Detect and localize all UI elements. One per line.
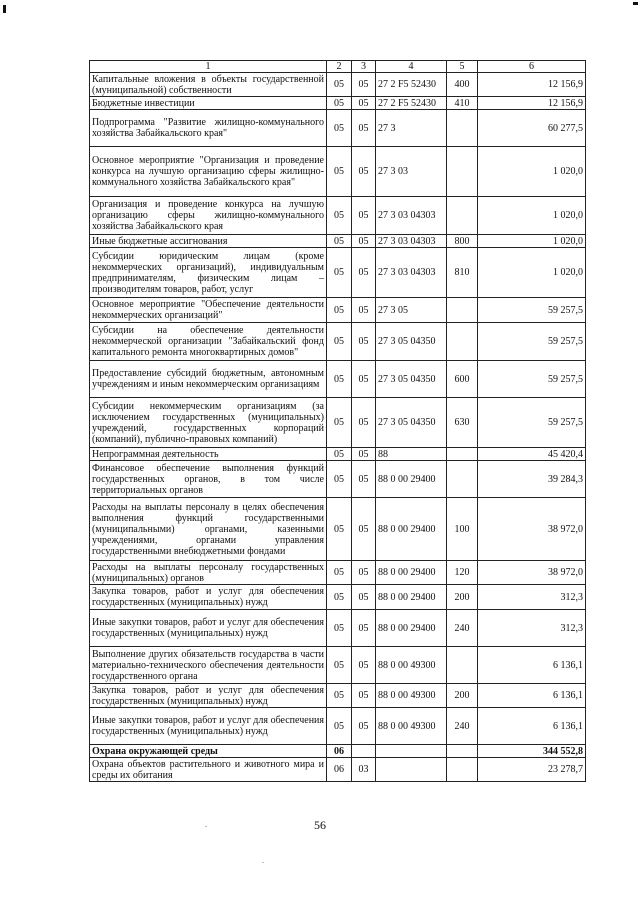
expense-type-cell	[447, 147, 478, 197]
row-name-cell: Закупка товаров, работ и услуг для обеспечения государственных (муниципальных) нужд	[90, 684, 327, 708]
subsection-code-cell: 03	[352, 758, 376, 782]
target-article-cell: 27 3 03 04303	[376, 235, 447, 248]
expense-type-cell: 600	[447, 361, 478, 398]
section-code-cell: 05	[327, 361, 352, 398]
subsection-code-cell: 05	[352, 448, 376, 461]
subsection-code-cell: 05	[352, 585, 376, 610]
section-code-cell: 05	[327, 323, 352, 361]
amount-cell: 1 020,0	[478, 248, 586, 298]
target-article-cell: 27 3 05 04350	[376, 398, 447, 448]
amount-cell: 59 257,5	[478, 398, 586, 448]
target-article-cell: 27 3 03 04303	[376, 197, 447, 235]
expense-type-cell	[447, 647, 478, 684]
amount-cell: 39 284,3	[478, 461, 586, 498]
expense-type-cell	[447, 197, 478, 235]
section-code-cell: 05	[327, 647, 352, 684]
expense-type-cell	[447, 298, 478, 323]
row-name-cell: Бюджетные инвестиции	[90, 97, 327, 110]
table-row	[90, 235, 586, 248]
section-code-cell: 05	[327, 298, 352, 323]
section-code-cell: 05	[327, 147, 352, 197]
section-code-cell: 05	[327, 235, 352, 248]
amount-cell: 59 257,5	[478, 323, 586, 361]
subsection-code-cell: 05	[352, 147, 376, 197]
scan-corner-mark	[3, 5, 6, 13]
subsection-code-cell: 05	[352, 398, 376, 448]
scan-speck	[205, 826, 207, 827]
target-article-cell: 27 2 F5 52430	[376, 73, 447, 97]
row-name-cell: Иные закупки товаров, работ и услуг для обеспечения государственных (муниципальных) нужд	[90, 610, 327, 647]
row-name-cell: Организация и проведение конкурса на лучшую организацию сферы жилищно-коммунального хозяйства Забайкальского края	[90, 197, 327, 235]
subsection-code-cell: 05	[352, 197, 376, 235]
row-name-cell: Финансовое обеспечение выполнения функций государственных органов, в том числе территориальных органов	[90, 461, 327, 498]
subsection-code-cell: 05	[352, 684, 376, 708]
amount-cell: 6 136,1	[478, 708, 586, 745]
amount-cell: 1 020,0	[478, 147, 586, 197]
target-article-cell: 27 3	[376, 110, 447, 147]
target-article-cell: 27 3 05 04350	[376, 361, 447, 398]
row-name-cell: Иные бюджетные ассигнования	[90, 235, 327, 248]
row-name-cell: Субсидии юридическим лицам (кроме некоммерческих организаций), индивидуальным предпринимателям, физическим лицам – производителям товаров, работ, услуг	[90, 248, 327, 298]
row-name-cell: Закупка товаров, работ и услуг для обеспечения государственных (муниципальных) нужд	[90, 585, 327, 610]
expense-type-cell: 100	[447, 498, 478, 561]
header-cell: 2	[327, 61, 352, 73]
expense-type-cell: 410	[447, 97, 478, 110]
target-article-cell: 88 0 00 49300	[376, 708, 447, 745]
row-name-cell: Основное мероприятие "Организация и проведение конкурса на лучшую организацию сферы жилищно-коммунального хозяйства Забайкальского края"	[90, 147, 327, 197]
header-cell: 3	[352, 61, 376, 73]
row-name-cell: Подпрограмма "Развитие жилищно-коммунального хозяйства Забайкальского края"	[90, 110, 327, 147]
subsection-code-cell: 05	[352, 248, 376, 298]
subsection-code-cell: 05	[352, 461, 376, 498]
target-article-cell: 88 0 00 29400	[376, 498, 447, 561]
scan-edge-mark	[633, 2, 638, 5]
subsection-code-cell	[352, 745, 376, 758]
amount-cell: 344 552,8	[478, 745, 586, 758]
amount-cell: 12 156,9	[478, 73, 586, 97]
page-number: 56	[314, 818, 326, 832]
target-article-cell: 88 0 00 49300	[376, 684, 447, 708]
section-code-cell: 06	[327, 758, 352, 782]
table-row	[90, 110, 586, 147]
section-code-cell: 05	[327, 561, 352, 585]
scan-speck	[262, 862, 264, 863]
section-code-cell: 05	[327, 461, 352, 498]
expense-type-cell: 240	[447, 708, 478, 745]
subsection-code-cell: 05	[352, 110, 376, 147]
table-row	[90, 745, 586, 758]
subsection-code-cell: 05	[352, 498, 376, 561]
expense-type-cell: 800	[447, 235, 478, 248]
expense-type-cell	[447, 448, 478, 461]
table-row	[90, 197, 586, 235]
row-name-cell: Предоставление субсидий бюджетным, автономным учреждениям и иным некоммерческим организациям	[90, 361, 327, 398]
amount-cell: 60 277,5	[478, 110, 586, 147]
subsection-code-cell: 05	[352, 708, 376, 745]
row-name-cell: Охрана объектов растительного и животного мира и среды их обитания	[90, 758, 327, 782]
expense-type-cell: 400	[447, 73, 478, 97]
row-name-cell: Капитальные вложения в объекты государственной (муниципальной) собственности	[90, 73, 327, 97]
subsection-code-cell: 05	[352, 323, 376, 361]
row-name-cell: Иные закупки товаров, работ и услуг для обеспечения государственных (муниципальных) нужд	[90, 708, 327, 745]
row-name-cell: Расходы на выплаты персоналу государственных (муниципальных) органов	[90, 561, 327, 585]
section-code-cell: 05	[327, 448, 352, 461]
table-row	[90, 323, 586, 361]
target-article-cell: 27 3 03	[376, 147, 447, 197]
table-row	[90, 758, 586, 782]
header-cell: 4	[376, 61, 447, 73]
expense-type-cell: 200	[447, 585, 478, 610]
section-code-cell: 05	[327, 110, 352, 147]
expense-type-cell: 240	[447, 610, 478, 647]
amount-cell: 312,3	[478, 585, 586, 610]
section-code-cell: 05	[327, 498, 352, 561]
target-article-cell: 88 0 00 29400	[376, 461, 447, 498]
table-row	[90, 585, 586, 610]
section-code-cell: 05	[327, 708, 352, 745]
amount-cell: 312,3	[478, 610, 586, 647]
table-row	[90, 708, 586, 745]
section-code-cell: 05	[327, 73, 352, 97]
subsection-code-cell: 05	[352, 97, 376, 110]
amount-cell: 6 136,1	[478, 684, 586, 708]
amount-cell: 38 972,0	[478, 561, 586, 585]
amount-cell: 59 257,5	[478, 298, 586, 323]
section-code-cell: 05	[327, 97, 352, 110]
row-name-cell: Субсидии на обеспечение деятельности некоммерческой организации "Забайкальский фонд капитального ремонта многоквартирных домов"	[90, 323, 327, 361]
row-name-cell: Выполнение других обязательств государства в части материально-технического обеспечения деятельности государственного органа	[90, 647, 327, 684]
row-name-cell: Охрана окружающей среды	[90, 745, 327, 758]
header-cell: 1	[90, 61, 327, 73]
row-name-cell: Расходы на выплаты персоналу в целях обеспечения выполнения функций государственными (муниципальными) органами, казенными учреждениями, органами управления государственными внебюджетными фондами	[90, 498, 327, 561]
section-code-cell: 05	[327, 585, 352, 610]
expense-type-cell	[447, 758, 478, 782]
table-row	[90, 461, 586, 498]
amount-cell: 59 257,5	[478, 361, 586, 398]
target-article-cell: 88 0 00 49300	[376, 647, 447, 684]
expense-type-cell: 200	[447, 684, 478, 708]
subsection-code-cell: 05	[352, 361, 376, 398]
section-code-cell: 05	[327, 684, 352, 708]
expense-type-cell: 120	[447, 561, 478, 585]
target-article-cell: 88 0 00 29400	[376, 610, 447, 647]
subsection-code-cell: 05	[352, 647, 376, 684]
table-row	[90, 448, 586, 461]
table-row	[90, 498, 586, 561]
header-cell: 5	[447, 61, 478, 73]
target-article-cell	[376, 758, 447, 782]
expense-type-cell	[447, 323, 478, 361]
budget-table-body	[90, 61, 586, 782]
target-article-cell: 27 3 05	[376, 298, 447, 323]
subsection-code-cell: 05	[352, 298, 376, 323]
target-article-cell: 27 2 F5 52430	[376, 97, 447, 110]
expense-type-cell: 630	[447, 398, 478, 448]
subsection-code-cell: 05	[352, 235, 376, 248]
table-row	[90, 97, 586, 110]
target-article-cell: 27 3 03 04303	[376, 248, 447, 298]
table-row	[90, 610, 586, 647]
target-article-cell: 88 0 00 29400	[376, 561, 447, 585]
target-article-cell: 88	[376, 448, 447, 461]
amount-cell: 45 420,4	[478, 448, 586, 461]
row-name-cell: Основное мероприятие "Обеспечение деятельности некоммерческих организаций"	[90, 298, 327, 323]
table-row	[90, 647, 586, 684]
table-row	[90, 398, 586, 448]
amount-cell: 12 156,9	[478, 97, 586, 110]
table-row	[90, 73, 586, 97]
table-row	[90, 684, 586, 708]
amount-cell: 6 136,1	[478, 647, 586, 684]
header-cell: 6	[478, 61, 586, 73]
amount-cell: 23 278,7	[478, 758, 586, 782]
table-header-row	[90, 61, 586, 73]
target-article-cell: 27 3 05 04350	[376, 323, 447, 361]
expense-type-cell	[447, 461, 478, 498]
budget-table	[89, 60, 586, 782]
table-row	[90, 361, 586, 398]
table-row	[90, 561, 586, 585]
subsection-code-cell: 05	[352, 561, 376, 585]
subsection-code-cell: 05	[352, 73, 376, 97]
table-row	[90, 147, 586, 197]
amount-cell: 38 972,0	[478, 498, 586, 561]
expense-type-cell	[447, 110, 478, 147]
row-name-cell: Субсидии некоммерческим организациям (за исключением государственных (муниципальных) учреждений, государственных корпораций (компаний), публично-правовых компаний)	[90, 398, 327, 448]
section-code-cell: 05	[327, 197, 352, 235]
target-article-cell: 88 0 00 29400	[376, 585, 447, 610]
section-code-cell: 05	[327, 398, 352, 448]
subsection-code-cell: 05	[352, 610, 376, 647]
expense-type-cell: 810	[447, 248, 478, 298]
section-code-cell: 05	[327, 248, 352, 298]
table-row	[90, 248, 586, 298]
amount-cell: 1 020,0	[478, 235, 586, 248]
section-code-cell: 05	[327, 610, 352, 647]
target-article-cell	[376, 745, 447, 758]
amount-cell: 1 020,0	[478, 197, 586, 235]
section-code-cell: 06	[327, 745, 352, 758]
row-name-cell: Непрограммная деятельность	[90, 448, 327, 461]
expense-type-cell	[447, 745, 478, 758]
table-row	[90, 298, 586, 323]
